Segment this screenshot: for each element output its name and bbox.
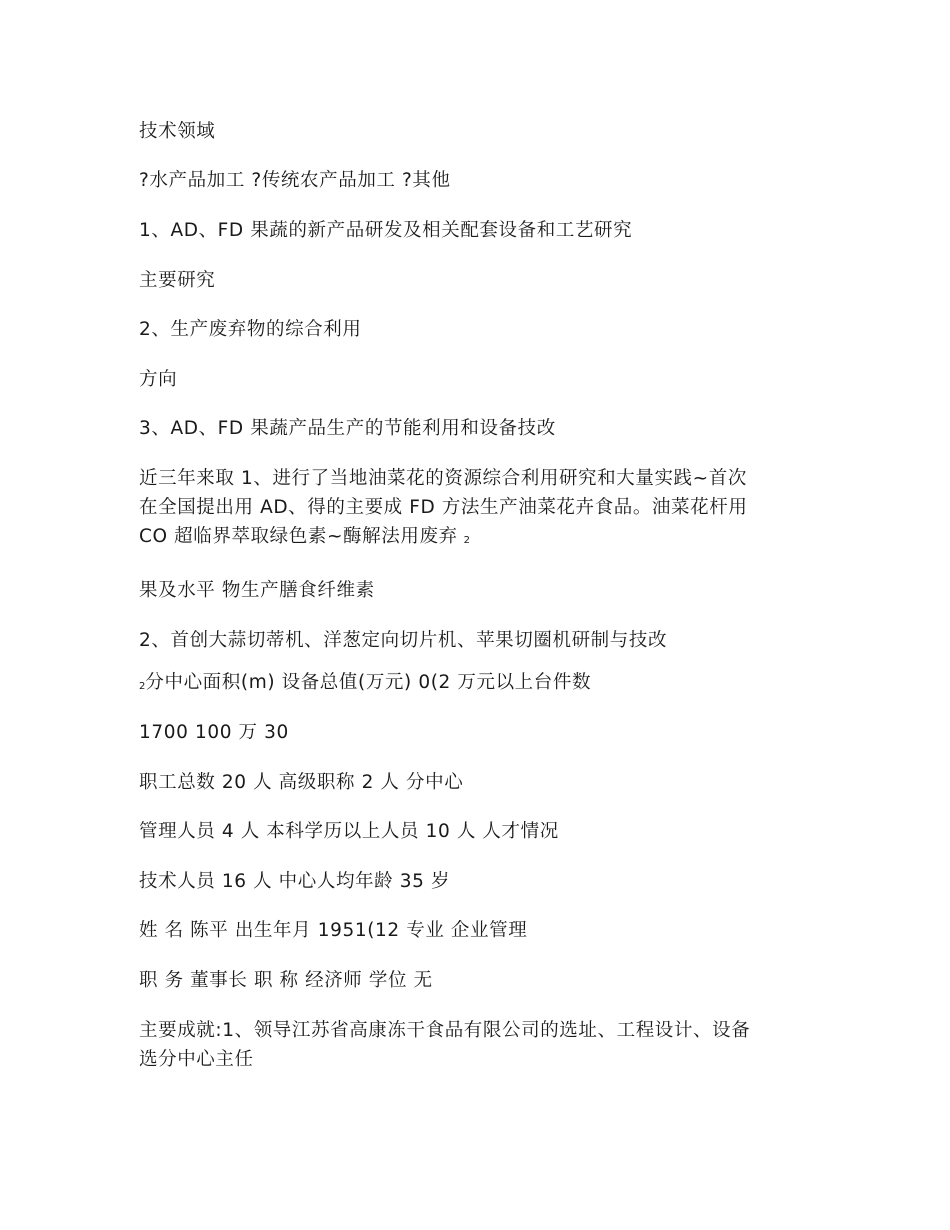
heading-tech-field: 技术领域 bbox=[139, 121, 216, 142]
achievements-line-1: 近三年来取 1、进行了当地油菜花的资源综合利用研究和大量实践~首次 bbox=[139, 468, 747, 489]
category-options: ?水产品加工 ?传统农产品加工 ?其他 bbox=[139, 170, 451, 191]
research-item-2: 2、生产废弃物的综合利用 bbox=[139, 319, 362, 340]
m2-subscript: 2 bbox=[139, 681, 146, 692]
achievements-line-2: 在全国提出用 AD、得的主要成 FD 方法生产油菜花卉食品。油菜花杆用 bbox=[139, 497, 748, 518]
main-achievements-line-1: 主要成就:1、领导江苏省高康冻干食品有限公司的选址、工程设计、设备 bbox=[139, 1020, 751, 1041]
main-achievements-paragraph bbox=[139, 1016, 819, 1074]
innovation-item-2: 2、首创大蒜切蒂机、洋葱定向切片机、苹果切圈机研制与技改 bbox=[139, 630, 668, 651]
main-achievements-line-2: 选分中心主任 bbox=[139, 1049, 254, 1070]
results-level: 果及水平 物生产膳食纤维素 bbox=[139, 580, 375, 601]
research-item-3: 3、AD、FD 果蔬产品生产的节能利用和设备技改 bbox=[139, 418, 556, 439]
achievements-line-3 bbox=[139, 522, 819, 555]
center-area-header bbox=[139, 668, 819, 701]
center-area-header-text: 分中心面积(m) 设备总值(万元) 0(2 万元以上台件数 bbox=[145, 672, 592, 693]
label-direction: 方向 bbox=[139, 369, 178, 390]
label-main-research: 主要研究 bbox=[139, 270, 216, 291]
director-name-row: 姓 名 陈平 出生年月 1951(12 专业 企业管理 bbox=[139, 920, 528, 941]
co2-subscript: 2 bbox=[463, 535, 471, 546]
director-position-row: 职 务 董事长 职 称 经济师 学位 无 bbox=[139, 970, 433, 991]
management-staff-row: 管理人员 4 人 本科学历以上人员 10 人 人才情况 bbox=[139, 821, 559, 842]
achievements-paragraph bbox=[139, 464, 819, 555]
staff-total-row: 职工总数 20 人 高级职称 2 人 分中心 bbox=[139, 772, 464, 793]
technical-staff-row: 技术人员 16 人 中心人均年龄 35 岁 bbox=[139, 871, 451, 892]
achievements-line-3-text: CO 超临界萃取绿色素~酶解法用废弃 bbox=[139, 526, 458, 547]
research-item-1: 1、AD、FD 果蔬的新产品研发及相关配套设备和工艺研究 bbox=[139, 220, 633, 241]
center-area-values: 1700 100 万 30 bbox=[139, 722, 289, 743]
